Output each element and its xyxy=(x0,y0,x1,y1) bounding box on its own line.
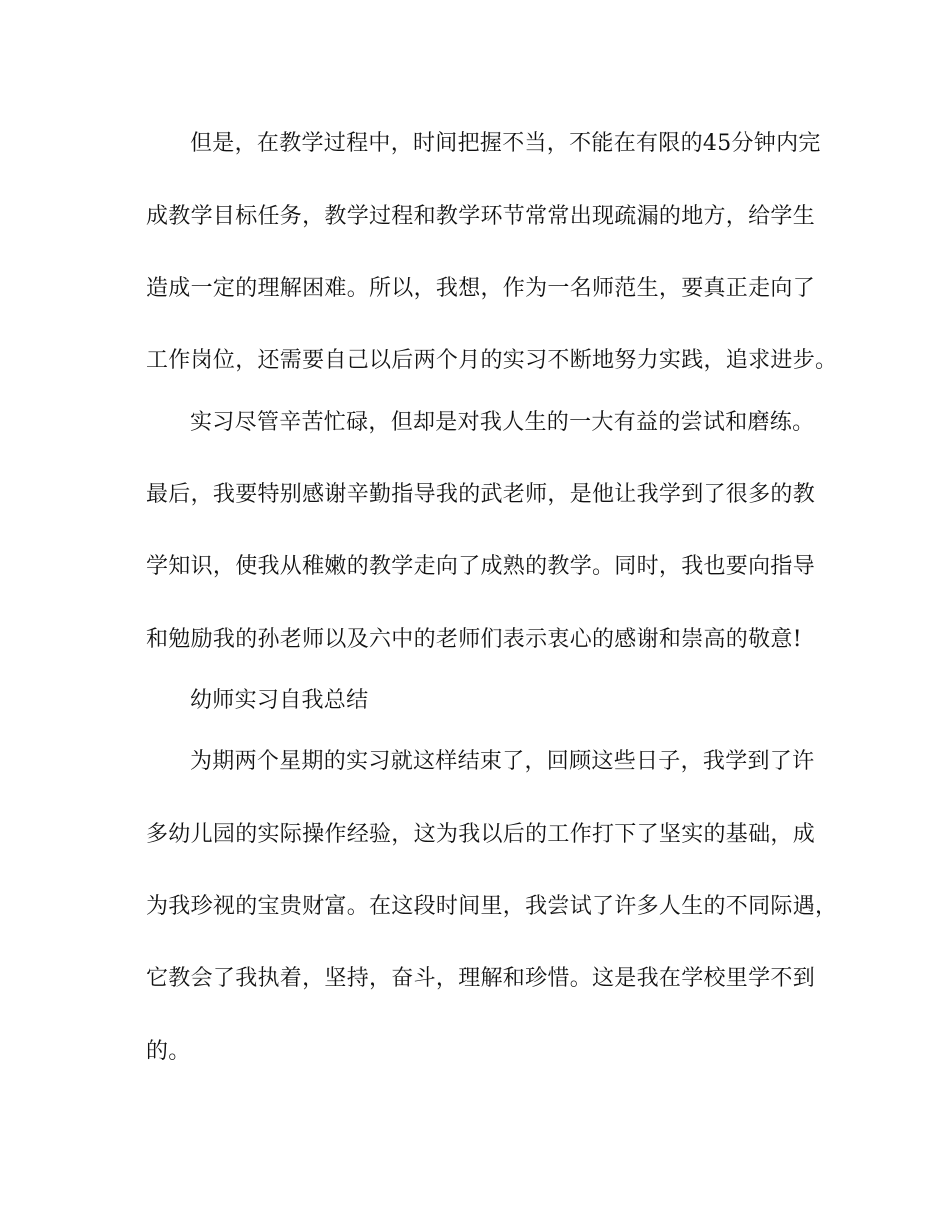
paragraph-line: 为我珍视的宝贵财富。在这段时间里，我尝试了许多人生的不同际遇， xyxy=(146,894,838,919)
paragraph-line: 的。 xyxy=(146,1039,191,1064)
paragraph-line: 但是，在教学过程中，时间把握不当，不能在有限的45分钟内完 xyxy=(190,131,821,156)
paragraph-line: 成教学目标任务，教学过程和教学环节常常出现疏漏的地方，给学生 xyxy=(146,204,816,229)
paragraph-line: 多幼儿园的实际操作经验，这为我以后的工作打下了坚实的基础，成 xyxy=(146,822,816,847)
paragraph-line: 和勉励我的孙老师以及六中的老师们表示衷心的感谢和崇高的敬意! xyxy=(146,627,802,652)
section-heading: 幼师实习自我总结 xyxy=(190,688,369,713)
paragraph-line: 最后，我要特别感谢辛勤指导我的武老师，是他让我学到了很多的教 xyxy=(146,482,816,507)
paragraph-line: 实习尽管辛苦忙碌，但却是对我人生的一大有益的尝试和磨练。 xyxy=(190,410,815,435)
paragraph-line: 它教会了我执着，坚持，奋斗，理解和珍惜。这是我在学校里学不到 xyxy=(146,966,816,991)
paragraph-line: 造成一定的理解困难。所以，我想，作为一名师范生，要真正走向了 xyxy=(146,276,816,301)
paragraph-line: 为期两个星期的实习就这样结束了，回顾这些日子，我学到了许 xyxy=(190,749,815,774)
paragraph-line: 学知识，使我从稚嫩的教学走向了成熟的教学。同时，我也要向指导 xyxy=(146,554,816,579)
paragraph-line: 工作岗位，还需要自己以后两个月的实习不断地努力实践，追求进步。 xyxy=(146,348,838,373)
